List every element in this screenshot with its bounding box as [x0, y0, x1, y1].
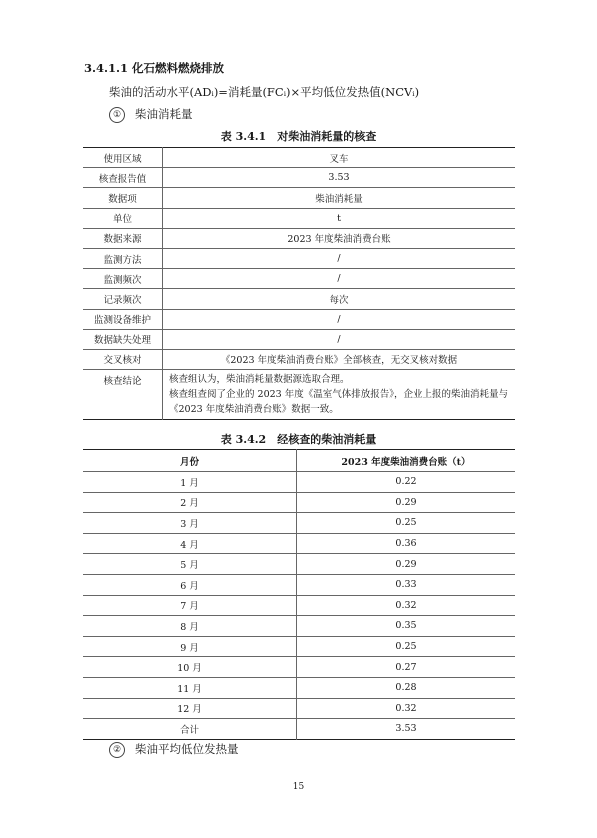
- row-label: 监测频次: [83, 269, 163, 289]
- row-value: /: [163, 248, 516, 268]
- month-cell: 11 月: [83, 677, 297, 698]
- consumption-cell: 0.32: [297, 595, 516, 616]
- list-item-diesel-consumption: [109, 106, 193, 123]
- item-number: ①: [109, 107, 125, 123]
- month-cell: 3 月: [83, 513, 297, 534]
- consumption-cell: 0.29: [297, 554, 516, 575]
- month-cell: 4 月: [83, 533, 297, 554]
- table-row: [83, 208, 515, 228]
- table-row-total: [83, 719, 515, 740]
- consumption-cell: 0.35: [297, 616, 516, 637]
- month-cell: 5 月: [83, 554, 297, 575]
- row-label: 数据项: [83, 188, 163, 208]
- row-label: 数据缺失处理: [83, 329, 163, 349]
- column-header-ledger: 2023 年度柴油消费台账（t）: [297, 450, 516, 472]
- table-row: [83, 595, 515, 616]
- month-cell: 1 月: [83, 472, 297, 493]
- month-cell: 6 月: [83, 574, 297, 595]
- row-label: 交叉核对: [83, 349, 163, 369]
- month-cell: 8 月: [83, 616, 297, 637]
- row-label: 核查结论: [83, 370, 163, 420]
- table-row: [83, 554, 515, 575]
- table-row: [83, 349, 515, 369]
- table-row: [83, 616, 515, 637]
- row-value: 2023 年度柴油消费台账: [163, 228, 516, 248]
- item-number: ②: [109, 742, 125, 758]
- consumption-cell: 0.27: [297, 657, 516, 678]
- consumption-cell: 0.32: [297, 698, 516, 719]
- table-row: [83, 168, 515, 188]
- table-row: [83, 269, 515, 289]
- row-value: t: [163, 208, 516, 228]
- item-label: 柴油消耗量: [135, 107, 193, 121]
- row-value: 叉车: [329, 153, 349, 165]
- conclusion-line-1: 核查组认为，柴油消耗量数据源选取合理。: [169, 374, 350, 386]
- verified-diesel-consumption-table: [83, 449, 515, 740]
- table-row: [83, 636, 515, 657]
- table-header-row: [83, 450, 515, 472]
- table1-caption: 表 3.4.1 对柴油消耗量的核查: [220, 130, 377, 143]
- consumption-cell: 0.22: [395, 476, 417, 488]
- table2-caption: 表 3.4.2 经核查的柴油消耗量: [220, 433, 377, 446]
- row-label: 监测设备维护: [83, 309, 163, 329]
- row-label: 核查报告值: [83, 168, 163, 188]
- row-label: 单位: [83, 208, 163, 228]
- consumption-cell: 0.36: [297, 533, 516, 554]
- row-value: 每次: [163, 289, 516, 309]
- row-label: 数据来源: [83, 228, 163, 248]
- month-cell: 合计: [83, 719, 297, 740]
- month-cell: 12 月: [83, 698, 297, 719]
- table-row: [83, 574, 515, 595]
- consumption-cell: 3.53: [297, 719, 516, 740]
- conclusion-line-2: 核查组查阅了企业的 2023 年度《温室气体排放报告》，企业上报的柴油消耗量与《2023 年度柴油消费台账》数据一致。: [169, 389, 508, 416]
- activity-level-formula: 柴油的活动水平(ADᵢ)=消耗量(FCᵢ)×平均低位发热值(NCVᵢ): [109, 85, 420, 99]
- table-row: [83, 472, 515, 493]
- table-row: [83, 228, 515, 248]
- table-row: [83, 248, 515, 268]
- consumption-cell: 0.33: [297, 574, 516, 595]
- consumption-cell: 0.25: [297, 513, 516, 534]
- table-row: [83, 309, 515, 329]
- row-label: 监测方法: [83, 248, 163, 268]
- table-row: [83, 657, 515, 678]
- diesel-verification-table: [83, 147, 515, 420]
- table-row: [83, 329, 515, 349]
- row-label: 使用区域: [83, 148, 163, 168]
- table-row: [83, 513, 515, 534]
- row-value: /: [163, 309, 516, 329]
- table-row-conclusion: [83, 370, 515, 420]
- month-cell: 2 月: [83, 492, 297, 513]
- table-row: [83, 677, 515, 698]
- table-row: [83, 698, 515, 719]
- table-row: [83, 188, 515, 208]
- row-label: 记录频次: [83, 289, 163, 309]
- month-cell: 7 月: [83, 595, 297, 616]
- row-value: 柴油消耗量: [163, 188, 516, 208]
- column-header-month: 月份: [83, 450, 297, 472]
- list-item-diesel-ncv: [109, 741, 239, 758]
- month-cell: 10 月: [83, 657, 297, 678]
- table-row: [83, 148, 515, 168]
- table-row: [83, 492, 515, 513]
- row-value: /: [163, 269, 516, 289]
- row-value: 3.53: [163, 168, 516, 188]
- conclusion-text: [163, 370, 516, 420]
- section-heading: 3.4.1.1 化石燃料燃烧排放: [84, 61, 225, 75]
- row-value: /: [163, 329, 516, 349]
- page-number: 15: [292, 782, 305, 792]
- row-value: 《2023 年度柴油消费台账》全部核查，无交叉核对数据: [163, 349, 516, 369]
- item-label: 柴油平均低位发热量: [135, 742, 239, 756]
- consumption-cell: 0.28: [297, 677, 516, 698]
- consumption-cell: 0.25: [297, 636, 516, 657]
- table-row: [83, 533, 515, 554]
- month-cell: 9 月: [83, 636, 297, 657]
- consumption-cell: 0.29: [297, 492, 516, 513]
- table-row: [83, 289, 515, 309]
